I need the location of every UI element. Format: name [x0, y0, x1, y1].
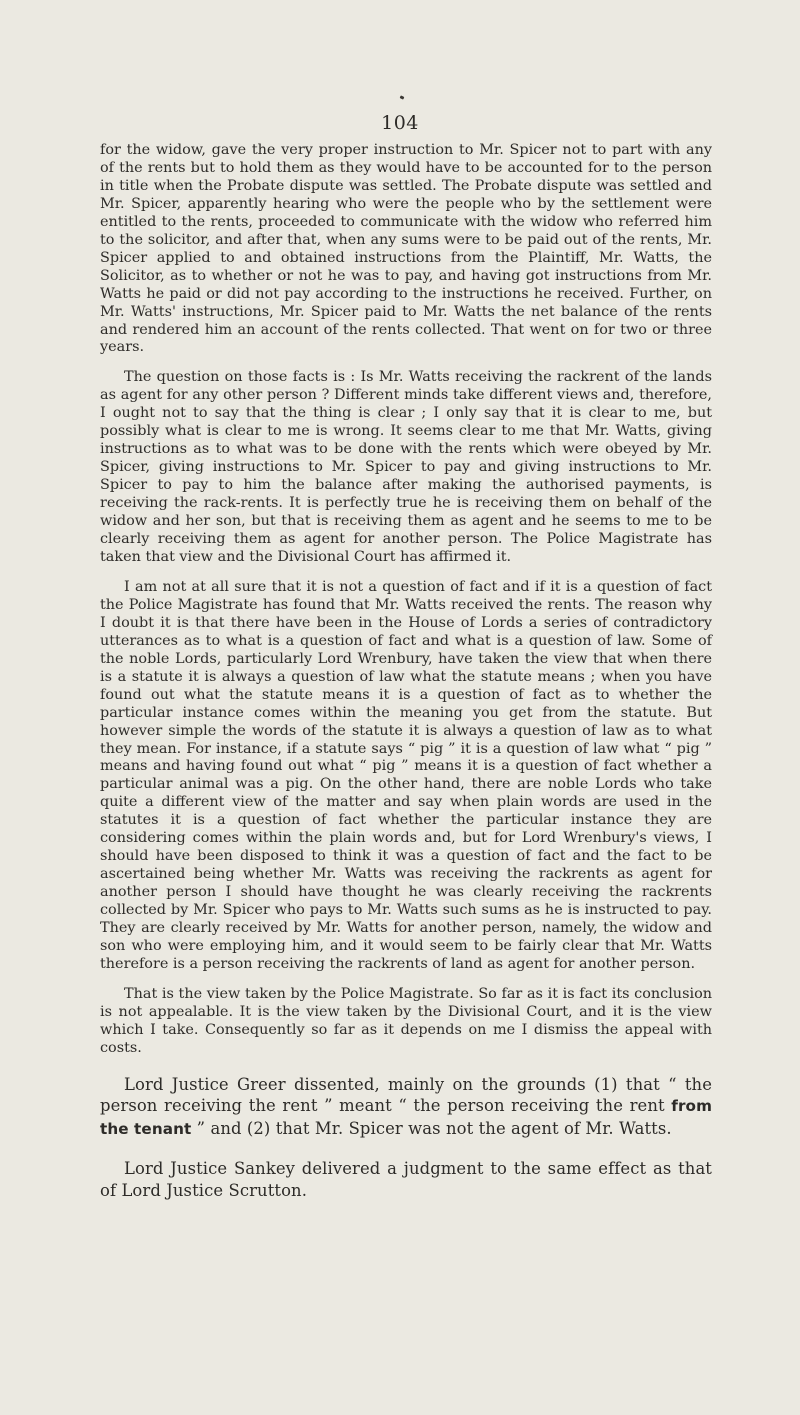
ink-mark — [400, 95, 405, 99]
dissent-summary — [100, 1074, 712, 1141]
dissent-emphasis: from the tenant — [100, 1097, 712, 1138]
dissent-text-end: ” and (2) that Mr. Spicer was not the agent of Mr. Watts. — [191, 1118, 672, 1138]
dissent-text-start: Lord Justice Greer dissented, mainly on the grounds (1) that “ the person receiving the rent ” meant “ the person receiving the rent — [100, 1074, 712, 1116]
sankey-summary: Lord Justice Sankey delivered a judgment to the same effect as that of Lord Justice Scrutton. — [100, 1159, 712, 1200]
paragraph-question-of-fact: I am not at all sure that it is not a question of fact and if it is a question of fact the Police Magistrate has found that Mr. Watts received the rents. The reason why I doubt it is that there have been in the House of Lords a series of contradictory utterances as to what is a question of fact and what is a question of law. Some of the noble Lords, particularly Lord Wrenbury, have taken the view that when there is a statute it is always a question of law what the statute means ; when you have found out what the statute means it is a question of fact as to whether the particular instance comes within the meaning you get from the statute. But however simple the words of the statute it is always a question of law as to what they mean. For instance, if a statute says “ pig ” it is a question of law what “ pig ” means and having found out what “ pig ” means it is a question of fact whether a particular animal was a pig. On the other hand, there are noble Lords who take quite a different view of the matter and say when plain words are used in the statutes it is a question of fact whether the particular instance they are considering comes within the plain words and, but for Lord Wrenbury's views, I should have been disposed to think it was a question of fact and the fact to be ascertained being whether Mr. Watts was receiving the rackrents as agent for another person I should have thought he was clearly receiving the rackrents collected by Mr. Spicer who pays to Mr. Watts such sums as he is instructed to pay. They are clearly received by Mr. Watts for another person, namely, the widow and son who were employing him, and it would seem to be fairly clear that Mr. Watts therefore is a person receiving the rackrents of land as agent for another person. — [100, 578, 712, 972]
paragraph-question: The question on those facts is : Is Mr. Watts receiving the rackrent of the lands as agent for any other person ? Different minds take different views and, therefore, I ought not to say that the thing is clear ; I only say that it is clear to me, but possibly what is clear to me is wrong. It seems clear to me that Mr. Watts, giving instructions as to what was to be done with the rents which were obeyed by Mr. Spicer, giving instructions to Mr. Spicer to pay and giving instructions to Mr. Spicer to pay to him the balance after making the authorised payments, is receiving the rack-rents. It is perfectly true he is receiving them on behalf of the widow and her son, but that is receiving them as agent and he seems to me to be clearly receiving them as agent for another person. The Police Magistrate has taken that view and the Divisional Court has affirmed it. — [100, 369, 712, 565]
paragraph-continuation: for the widow, gave the very proper instruction to Mr. Spicer not to part with any of the rents but to hold them as they would have to be accounted for to the person in title when the Probate dispute was settled. The Probate dispute was settled and Mr. Spicer, apparently hearing who were the people who by the settlement were entitled to the rents, proceeded to communicate with the widow who referred him to the solicitor, and after that, when any sums were to be paid out of the rents, Mr. Spicer applied to and obtained instructions from the Plaintiff, Mr. Watts, the Solicitor, as to whether or not he was to pay, and having got instructions from Mr. Watts he paid or did not pay according to the instructions he received. Further, on Mr. Watts' instructions, Mr. Spicer paid to Mr. Watts the net balance of the rents and rendered him an account of the rents collected. That went on for two or three years. — [100, 142, 712, 356]
page-number: 104 — [381, 112, 419, 134]
body-text — [100, 142, 712, 1201]
paragraph-conclusion: That is the view taken by the Police Magistrate. So far as it is fact its conclusion is not appealable. It is the view taken by the Divisional Court, and it is the view which I take. Consequently so far as it depends on me I dismiss the appeal with costs. — [100, 985, 712, 1056]
